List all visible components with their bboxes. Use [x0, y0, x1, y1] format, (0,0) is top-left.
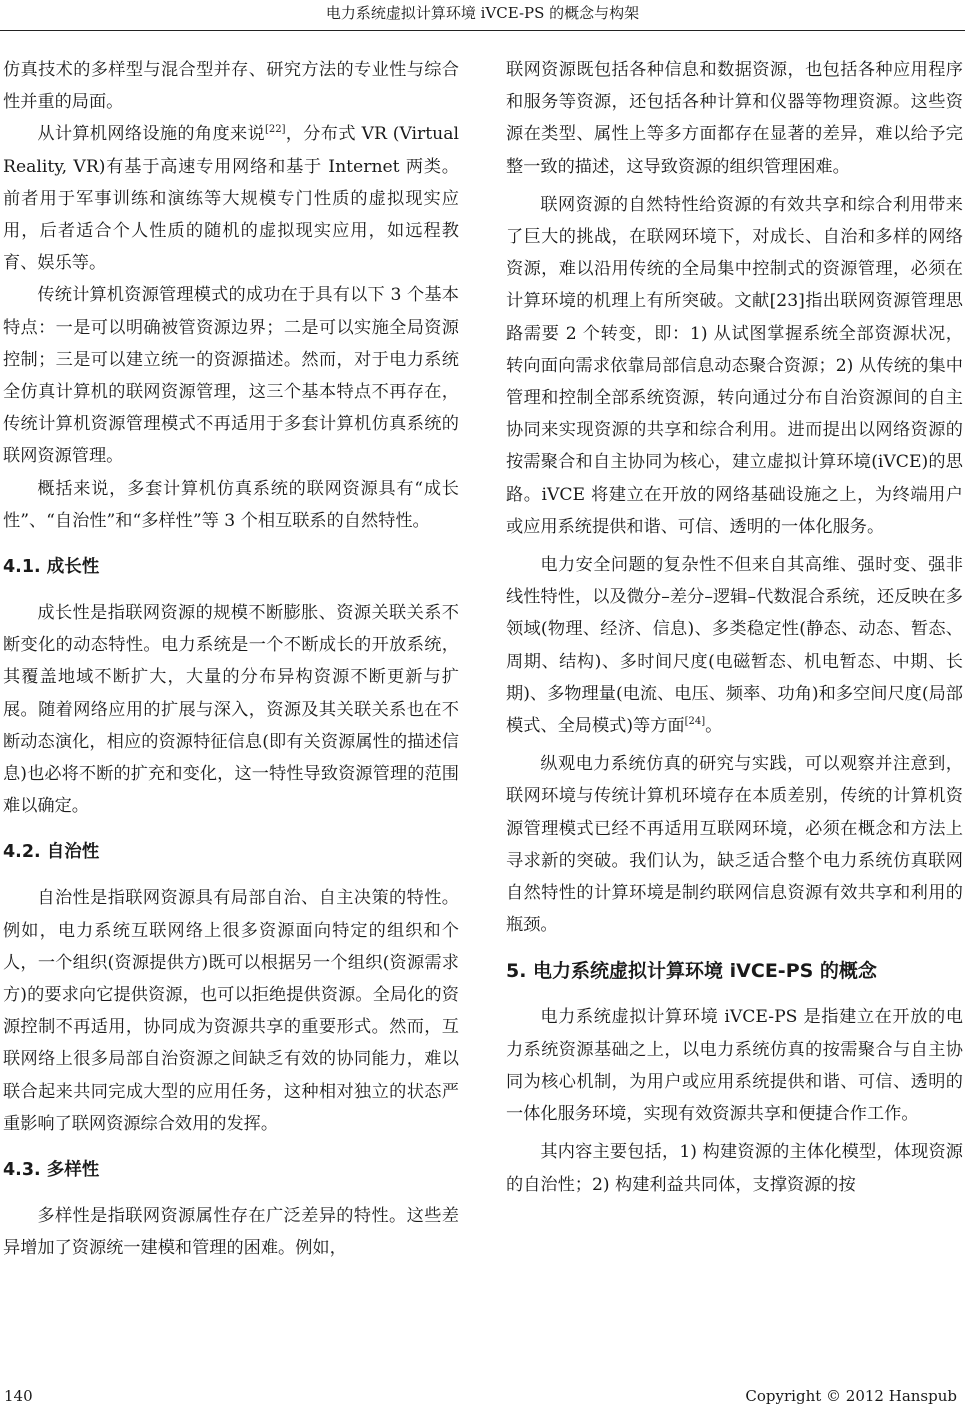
- citation: [22]: [264, 124, 286, 136]
- paragraph: 联网资源的自然特性给资源的有效共享和综合利用带来了巨大的挑战，在联网环境下，对成长、自治和多样的网络资源，难以沿用传统的全局集中控制式的资源管理，必须在计算环境的机理上有所突破。文献[23]指出联网资源管理思路需要 2 个转变，即：1) 从试图掌握系统全部资源状况，转向面向需求依靠局部信息动态聚合资源；2) 从传统的集中管理和控制全部系统资源，转向通过分布自治资源间的自主协同来实现资源的共享和综合利用。进而提出以网络资源的按需聚合和自主协同为核心，建立虚拟计算环境(iVCE)的思路。iVCE 将建立在开放的网络基础设施之上，为终端用户或应用系统提供和谐、可信、透明的一体化服务。: [506, 194, 963, 537]
- paragraph: 纵观电力系统仿真的研究与实践，可以观察并注意到，联网环境与传统计算机环境存在本质差别，传统的计算机资源管理模式已经不再适用互联网环境，必须在概念和方法上寻求新的突破。我们认为，缺乏适合整个电力系统仿真联网自然特性的计算环境是制约联网信息资源有效共享和利用的瓶颈。: [506, 754, 963, 936]
- paragraph: 概括来说，多套计算机仿真系统的联网资源具有“成长性”、“自治性”和“多样性”等 3 个相互联系的自然特性。: [3, 478, 459, 531]
- page-number: 140: [4, 1387, 33, 1405]
- paragraph-text: 从计算机网络设施的角度来说: [37, 124, 265, 145]
- paragraph: 其内容主要包括，1) 构建资源的主体化模型，体现资源的自治性；2) 构建利益共同体，支撑资源的按: [506, 1142, 963, 1195]
- paragraph-text: ，分布式 VR (Virtual Reality, VR)有基于高速专用网络和基于 Internet 两类。前者用于军事训练和演练等大规模专门性质的虚拟现实应用，后者适合个人性质的随机的虚拟现实应用，如远程教育、娱乐等。: [3, 124, 459, 274]
- running-header: 电力系统虚拟计算环境 iVCE-PS 的概念与构架: [0, 0, 965, 31]
- paragraph-text: 电力安全问题的复杂性不但来自其高维、强时变、强非线性特性，以及微分–差分–逻辑–代数混合系统，还反映在多领域(物理、经济、信息)、多类稳定性(静态、动态、暂态、周期、结构)、多时间尺度(电磁暂态、机电暂态、中期、长期)、多物理量(电流、电压、频率、功角)和多空间尺度(局部模式、全局模式)等方面: [506, 555, 963, 737]
- paragraph: 仿真技术的多样型与混合型并存、研究方法的专业性与综合性并重的局面。: [3, 60, 459, 113]
- paragraph: 电力系统虚拟计算环境 iVCE-PS 是指建立在开放的电力系统资源基础之上，以电力系统仿真的按需聚合与自主协同为核心机制，为用户或应用系统提供和谐、可信、透明的一体化服务环境，实现有效资源共享和便捷合作工作。: [506, 1007, 963, 1125]
- citation: [24]: [684, 716, 706, 728]
- paragraph: 成长性是指联网资源的规模不断膨胀、资源关联关系不断变化的动态特性。电力系统是一个不断成长的开放系统，其覆盖地域不断扩大，大量的分布异构资源不断更新与扩展。随着网络应用的扩展与深入，资源及其关联关系也在不断动态演化，相应的资源特征信息(即有关资源属性的描述信息)也必将不断的扩充和变化，这一特性导致资源管理的范围难以确定。: [3, 603, 459, 817]
- paragraph-text: 。: [705, 716, 723, 737]
- copyright-notice: Copyright © 2012 Hanspub: [745, 1387, 957, 1405]
- left-column: [3, 54, 459, 1265]
- paragraph: 传统计算机资源管理模式的成功在于具有以下 3 个基本特点：一是可以明确被管资源边界；二是可以实施全局资源控制；三是可以建立统一的资源描述。然而，对于电力系统全仿真计算机的联网资源管理，这三个基本特点不再存在，传统计算机资源管理模式不再适用于多套计算机仿真系统的联网资源管理。: [3, 285, 459, 467]
- right-column: [506, 54, 963, 1201]
- section-heading-4-1: 4.1. 成长性: [3, 557, 100, 578]
- paragraph: 联网资源既包括各种信息和数据资源，也包括各种应用程序和服务等资源，还包括各种计算和仪器等物理资源。这些资源在类型、属性上等多方面都存在显著的差异，难以给予完整一致的描述，这导致资源的组织管理困难。: [506, 60, 963, 177]
- section-heading-4-3: 4.3. 多样性: [3, 1160, 100, 1181]
- section-heading-4-2: 4.2. 自治性: [3, 842, 100, 863]
- paragraph: [3, 118, 459, 279]
- paragraph: 多样性是指联网资源属性存在广泛差异的特性。这些差异增加了资源统一建模和管理的困难。例如，: [3, 1206, 459, 1259]
- section-heading-5: 5. 电力系统虚拟计算环境 iVCE-PS 的概念: [506, 960, 877, 983]
- paragraph: 自治性是指联网资源具有局部自治、自主决策的特性。例如，电力系统互联网络上很多资源面向特定的组织和个人，一个组织(资源提供方)既可以根据另一个组织(资源需求方)的要求向它提供资源，也可以拒绝提供资源。全局化的资源控制不再适用，协同成为资源共享的重要形式。然而，互联网络上很多局部自治资源之间缺乏有效的协同能力，难以联合起来共同完成大型的应用任务，这种相对独立的状态严重影响了联网资源综合效用的发挥。: [3, 888, 459, 1134]
- paragraph: [506, 549, 963, 742]
